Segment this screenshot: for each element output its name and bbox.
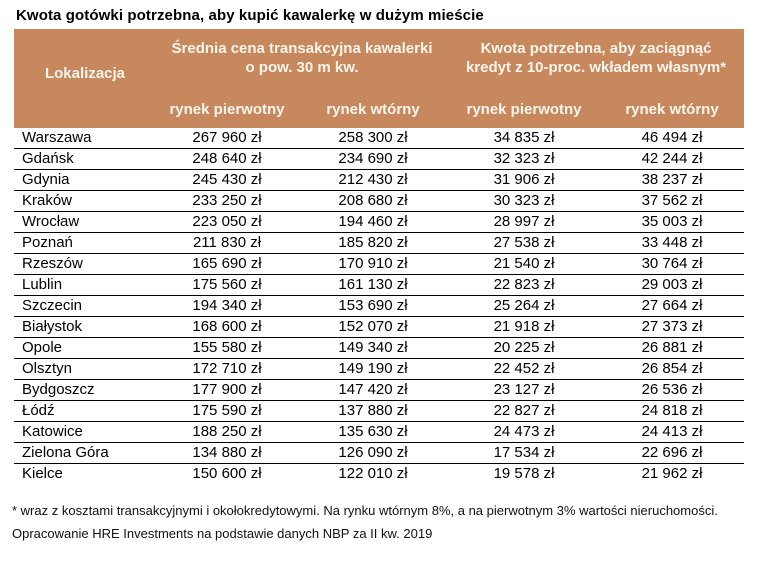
city-cell: Kraków bbox=[14, 191, 156, 212]
table-row bbox=[14, 275, 744, 296]
price-primary-cell: 155 580 zł bbox=[156, 338, 298, 359]
price-secondary-cell: 135 630 zł bbox=[298, 422, 448, 443]
price-primary-cell: 188 250 zł bbox=[156, 422, 298, 443]
loan-primary-cell: 20 225 zł bbox=[448, 338, 600, 359]
table-row bbox=[14, 380, 744, 401]
loan-secondary-cell: 24 413 zł bbox=[600, 422, 744, 443]
city-cell: Warszawa bbox=[14, 128, 156, 149]
city-cell: Opole bbox=[14, 338, 156, 359]
city-cell: Poznań bbox=[14, 233, 156, 254]
group-header-line: o pow. 30 m kw. bbox=[245, 59, 359, 76]
price-primary-cell: 233 250 zł bbox=[156, 191, 298, 212]
loan-secondary-cell: 30 764 zł bbox=[600, 254, 744, 275]
city-cell: Olsztyn bbox=[14, 359, 156, 380]
price-secondary-cell: 208 680 zł bbox=[298, 191, 448, 212]
price-secondary-cell: 137 880 zł bbox=[298, 401, 448, 422]
price-primary-cell: 245 430 zł bbox=[156, 170, 298, 191]
table-row bbox=[14, 296, 744, 317]
loan-primary-cell: 17 534 zł bbox=[448, 443, 600, 464]
location-column-header: Lokalizacja bbox=[14, 29, 156, 128]
loan-primary-cell: 22 827 zł bbox=[448, 401, 600, 422]
source-note: Opracowanie HRE Investments na podstawie danych NBP za II kw. 2019 bbox=[12, 526, 433, 541]
table-header bbox=[14, 29, 744, 128]
price-primary-cell: 168 600 zł bbox=[156, 317, 298, 338]
table-row bbox=[14, 254, 744, 275]
loan-secondary-cell: 33 448 zł bbox=[600, 233, 744, 254]
table-row bbox=[14, 317, 744, 338]
price-secondary-cell: 149 190 zł bbox=[298, 359, 448, 380]
loan-primary-cell: 22 452 zł bbox=[448, 359, 600, 380]
table-row bbox=[14, 443, 744, 464]
city-cell: Białystok bbox=[14, 317, 156, 338]
loan-primary-cell: 28 997 zł bbox=[448, 212, 600, 233]
table-row bbox=[14, 338, 744, 359]
loan-primary-cell: 30 323 zł bbox=[448, 191, 600, 212]
table-row bbox=[14, 464, 744, 485]
price-secondary-cell: 152 070 zł bbox=[298, 317, 448, 338]
footnote: * wraz z kosztami transakcyjnymi i okołokredytowymi. Na rynku wtórnym 8%, a na pierwotnym 3% wartości nieruchomości. bbox=[12, 503, 718, 518]
loan-secondary-cell: 46 494 zł bbox=[600, 128, 744, 149]
city-cell: Katowice bbox=[14, 422, 156, 443]
price-primary-cell: 175 560 zł bbox=[156, 275, 298, 296]
loan-primary-cell: 22 823 zł bbox=[448, 275, 600, 296]
price-primary-cell: 175 590 zł bbox=[156, 401, 298, 422]
price-table bbox=[14, 29, 744, 484]
price-primary-cell: 177 900 zł bbox=[156, 380, 298, 401]
price-secondary-cell: 185 820 zł bbox=[298, 233, 448, 254]
table-row bbox=[14, 212, 744, 233]
loan-primary-cell: 32 323 zł bbox=[448, 149, 600, 170]
loan-primary-cell: 25 264 zł bbox=[448, 296, 600, 317]
loan-primary-cell: 23 127 zł bbox=[448, 380, 600, 401]
group-header-line: Średnia cena transakcyjna kawalerki bbox=[171, 40, 433, 57]
city-cell: Gdynia bbox=[14, 170, 156, 191]
price-secondary-cell: 170 910 zł bbox=[298, 254, 448, 275]
table-row bbox=[14, 170, 744, 191]
loan-secondary-cell: 35 003 zł bbox=[600, 212, 744, 233]
price-secondary-cell: 194 460 zł bbox=[298, 212, 448, 233]
table-row bbox=[14, 422, 744, 443]
loan-secondary-cell: 27 373 zł bbox=[600, 317, 744, 338]
table-row bbox=[14, 359, 744, 380]
price-secondary-cell: 234 690 zł bbox=[298, 149, 448, 170]
city-cell: Łódź bbox=[14, 401, 156, 422]
price-secondary-cell: 258 300 zł bbox=[298, 128, 448, 149]
price-secondary-cell: 126 090 zł bbox=[298, 443, 448, 464]
price-primary-cell: 165 690 zł bbox=[156, 254, 298, 275]
price-primary-cell: 248 640 zł bbox=[156, 149, 298, 170]
price-primary-cell: 194 340 zł bbox=[156, 296, 298, 317]
subheader-secondary-market-loan: rynek wtórny bbox=[600, 95, 744, 128]
price-secondary-cell: 147 420 zł bbox=[298, 380, 448, 401]
table-row bbox=[14, 233, 744, 254]
loan-secondary-cell: 26 536 zł bbox=[600, 380, 744, 401]
subheader-secondary-market-price: rynek wtórny bbox=[298, 95, 448, 128]
group-header-line: Kwota potrzebna, aby zaciągnąć bbox=[480, 40, 712, 57]
group-header-line: kredyt z 10-proc. wkładem własnym* bbox=[465, 59, 727, 76]
price-primary-cell: 150 600 zł bbox=[192, 465, 262, 482]
price-primary-cell: 172 710 zł bbox=[156, 359, 298, 380]
city-cell: Kielce bbox=[22, 465, 63, 482]
city-cell: Szczecin bbox=[14, 296, 156, 317]
loan-primary-cell: 19 578 zł bbox=[493, 465, 555, 482]
price-secondary-cell: 212 430 zł bbox=[298, 170, 448, 191]
loan-primary-cell: 21 918 zł bbox=[448, 317, 600, 338]
group-header-avg-price bbox=[156, 29, 448, 95]
city-cell: Bydgoszcz bbox=[14, 380, 156, 401]
subheader-primary-market-loan: rynek pierwotny bbox=[448, 95, 600, 128]
city-cell: Zielona Góra bbox=[14, 443, 156, 464]
price-primary-cell: 223 050 zł bbox=[156, 212, 298, 233]
loan-secondary-cell: 42 244 zł bbox=[600, 149, 744, 170]
loan-primary-cell: 21 540 zł bbox=[448, 254, 600, 275]
table-row bbox=[14, 191, 744, 212]
city-cell: Rzeszów bbox=[14, 254, 156, 275]
page-title: Kwota gotówki potrzebna, aby kupić kawalerkę w dużym mieście bbox=[16, 7, 484, 24]
city-cell: Wrocław bbox=[14, 212, 156, 233]
city-cell: Lublin bbox=[14, 275, 156, 296]
loan-secondary-cell: 22 696 zł bbox=[600, 443, 744, 464]
group-header-loan-amount bbox=[448, 29, 744, 95]
price-secondary-cell: 149 340 zł bbox=[298, 338, 448, 359]
loan-secondary-cell: 37 562 zł bbox=[600, 191, 744, 212]
loan-secondary-cell: 26 881 zł bbox=[600, 338, 744, 359]
subheader-primary-market-price: rynek pierwotny bbox=[156, 95, 298, 128]
price-primary-cell: 134 880 zł bbox=[156, 443, 298, 464]
price-secondary-cell: 122 010 zł bbox=[338, 465, 408, 482]
table-row bbox=[14, 128, 744, 149]
price-primary-cell: 211 830 zł bbox=[156, 233, 298, 254]
table-body bbox=[14, 128, 744, 484]
price-secondary-cell: 153 690 zł bbox=[298, 296, 448, 317]
loan-primary-cell: 31 906 zł bbox=[448, 170, 600, 191]
price-primary-cell: 267 960 zł bbox=[156, 128, 298, 149]
table-row bbox=[14, 401, 744, 422]
table-row bbox=[14, 149, 744, 170]
loan-secondary-cell: 26 854 zł bbox=[600, 359, 744, 380]
loan-secondary-cell: 29 003 zł bbox=[600, 275, 744, 296]
loan-primary-cell: 34 835 zł bbox=[448, 128, 600, 149]
loan-secondary-cell: 27 664 zł bbox=[600, 296, 744, 317]
loan-secondary-cell: 21 962 zł bbox=[641, 465, 703, 482]
loan-secondary-cell: 24 818 zł bbox=[600, 401, 744, 422]
loan-primary-cell: 24 473 zł bbox=[448, 422, 600, 443]
loan-secondary-cell: 38 237 zł bbox=[600, 170, 744, 191]
header-group-row bbox=[14, 29, 744, 95]
price-secondary-cell: 161 130 zł bbox=[298, 275, 448, 296]
loan-primary-cell: 27 538 zł bbox=[448, 233, 600, 254]
city-cell: Gdańsk bbox=[14, 149, 156, 170]
